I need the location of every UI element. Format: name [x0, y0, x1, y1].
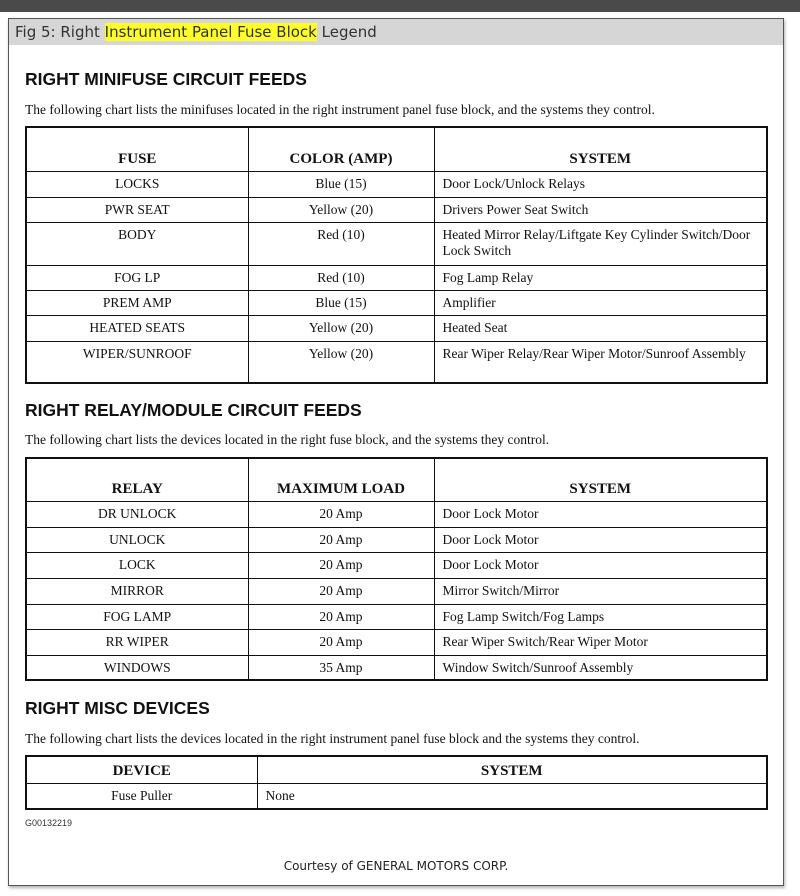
section-title: RIGHT RELAY/MODULE CIRCUIT FEEDS: [25, 400, 362, 420]
table-row: [26, 315, 767, 341]
table-row: [26, 341, 767, 383]
table-cell: DR UNLOCK: [26, 501, 248, 527]
table-row: [26, 171, 767, 197]
column-header: SYSTEM: [257, 756, 767, 783]
table-cell: Red (10): [248, 222, 434, 265]
table-cell: BODY: [26, 222, 248, 265]
table-cell: Mirror Switch/Mirror: [434, 578, 767, 604]
table-cell: 20 Amp: [248, 552, 434, 578]
column-header: SYSTEM: [434, 127, 767, 171]
section-description: The following chart lists the devices located in the right fuse block, and the systems they control.: [25, 432, 550, 447]
table-cell: WIPER/SUNROOF: [26, 341, 248, 383]
table-cell: FOG LAMP: [26, 604, 248, 629]
column-header: SYSTEM: [434, 458, 767, 501]
caption-suffix: Legend: [316, 23, 377, 41]
table-header-row: [26, 458, 767, 501]
table-cell: None: [257, 783, 767, 809]
column-header: RELAY: [26, 458, 248, 501]
table-cell: Drivers Power Seat Switch: [434, 197, 767, 222]
misc-devices-table: [25, 755, 768, 810]
section-title: RIGHT MINIFUSE CIRCUIT FEEDS: [25, 69, 307, 89]
table-cell: Fog Lamp Relay: [434, 265, 767, 290]
table-row: [26, 290, 767, 315]
section-description: The following chart lists the minifuses located in the right instrument panel fuse block, and the systems they control.: [25, 102, 655, 117]
table-cell: Door Lock Motor: [434, 552, 767, 578]
column-header: DEVICE: [26, 756, 257, 783]
table-cell: Door Lock/Unlock Relays: [434, 171, 767, 197]
table-header-row: [26, 756, 767, 783]
table-cell: Blue (15): [248, 290, 434, 315]
table-cell: 20 Amp: [248, 578, 434, 604]
table-cell: 35 Amp: [248, 655, 434, 680]
figure-frame: [8, 18, 784, 886]
table-cell: Fog Lamp Switch/Fog Lamps: [434, 604, 767, 629]
table-cell: RR WIPER: [26, 629, 248, 655]
table-cell: Door Lock Motor: [434, 527, 767, 552]
table-cell: LOCKS: [26, 171, 248, 197]
table-row: [26, 222, 767, 265]
table-row: [26, 655, 767, 680]
courtesy-note: Courtesy of GENERAL MOTORS CORP.: [283, 859, 509, 873]
table-cell: Door Lock Motor: [434, 501, 767, 527]
table-cell: 20 Amp: [248, 501, 434, 527]
table-cell: HEATED SEATS: [26, 315, 248, 341]
table-cell: Rear Wiper Switch/Rear Wiper Motor: [434, 629, 767, 655]
table-cell: Amplifier: [434, 290, 767, 315]
section-title: RIGHT MISC DEVICES: [25, 698, 210, 718]
column-header: FUSE: [26, 127, 248, 171]
table-row: [26, 197, 767, 222]
column-header: COLOR (AMP): [248, 127, 434, 171]
caption-prefix: Fig 5: Right: [15, 23, 105, 41]
relay-table: [25, 457, 768, 681]
table-cell: PREM AMP: [26, 290, 248, 315]
table-cell: Yellow (20): [248, 341, 434, 383]
table-cell: UNLOCK: [26, 527, 248, 552]
graphic-id: G00132219: [25, 818, 73, 828]
table-cell: PWR SEAT: [26, 197, 248, 222]
minifuse-table: [25, 126, 768, 384]
table-cell: Blue (15): [248, 171, 434, 197]
table-cell: Heated Mirror Relay/Liftgate Key Cylinder Switch/Door Lock Switch: [434, 222, 767, 265]
table-cell: MIRROR: [26, 578, 248, 604]
table-cell: 20 Amp: [248, 527, 434, 552]
table-cell: FOG LP: [26, 265, 248, 290]
table-row: [26, 527, 767, 552]
table-cell: Red (10): [248, 265, 434, 290]
table-row: [26, 501, 767, 527]
top-bar: [0, 0, 800, 12]
table-row: [26, 265, 767, 290]
table-cell: Window Switch/Sunroof Assembly: [434, 655, 767, 680]
table-cell: Fuse Puller: [26, 783, 257, 809]
table-cell: Yellow (20): [248, 197, 434, 222]
table-cell: Rear Wiper Relay/Rear Wiper Motor/Sunroof Assembly: [434, 341, 767, 383]
table-cell: 20 Amp: [248, 604, 434, 629]
table-cell: 20 Amp: [248, 629, 434, 655]
table-row: [26, 552, 767, 578]
table-row: [26, 578, 767, 604]
table-header-row: [26, 127, 767, 171]
table-row: [26, 604, 767, 629]
table-row: [26, 783, 767, 809]
table-cell: WINDOWS: [26, 655, 248, 680]
section-description: The following chart lists the devices located in the right instrument panel fuse block and the systems they control.: [25, 731, 640, 746]
figure-caption: [9, 19, 783, 45]
table-row: [26, 629, 767, 655]
caption-highlight: Instrument Panel Fuse Block: [104, 23, 317, 41]
table-cell: Heated Seat: [434, 315, 767, 341]
table-cell: LOCK: [26, 552, 248, 578]
column-header: MAXIMUM LOAD: [248, 458, 434, 501]
table-cell: Yellow (20): [248, 315, 434, 341]
